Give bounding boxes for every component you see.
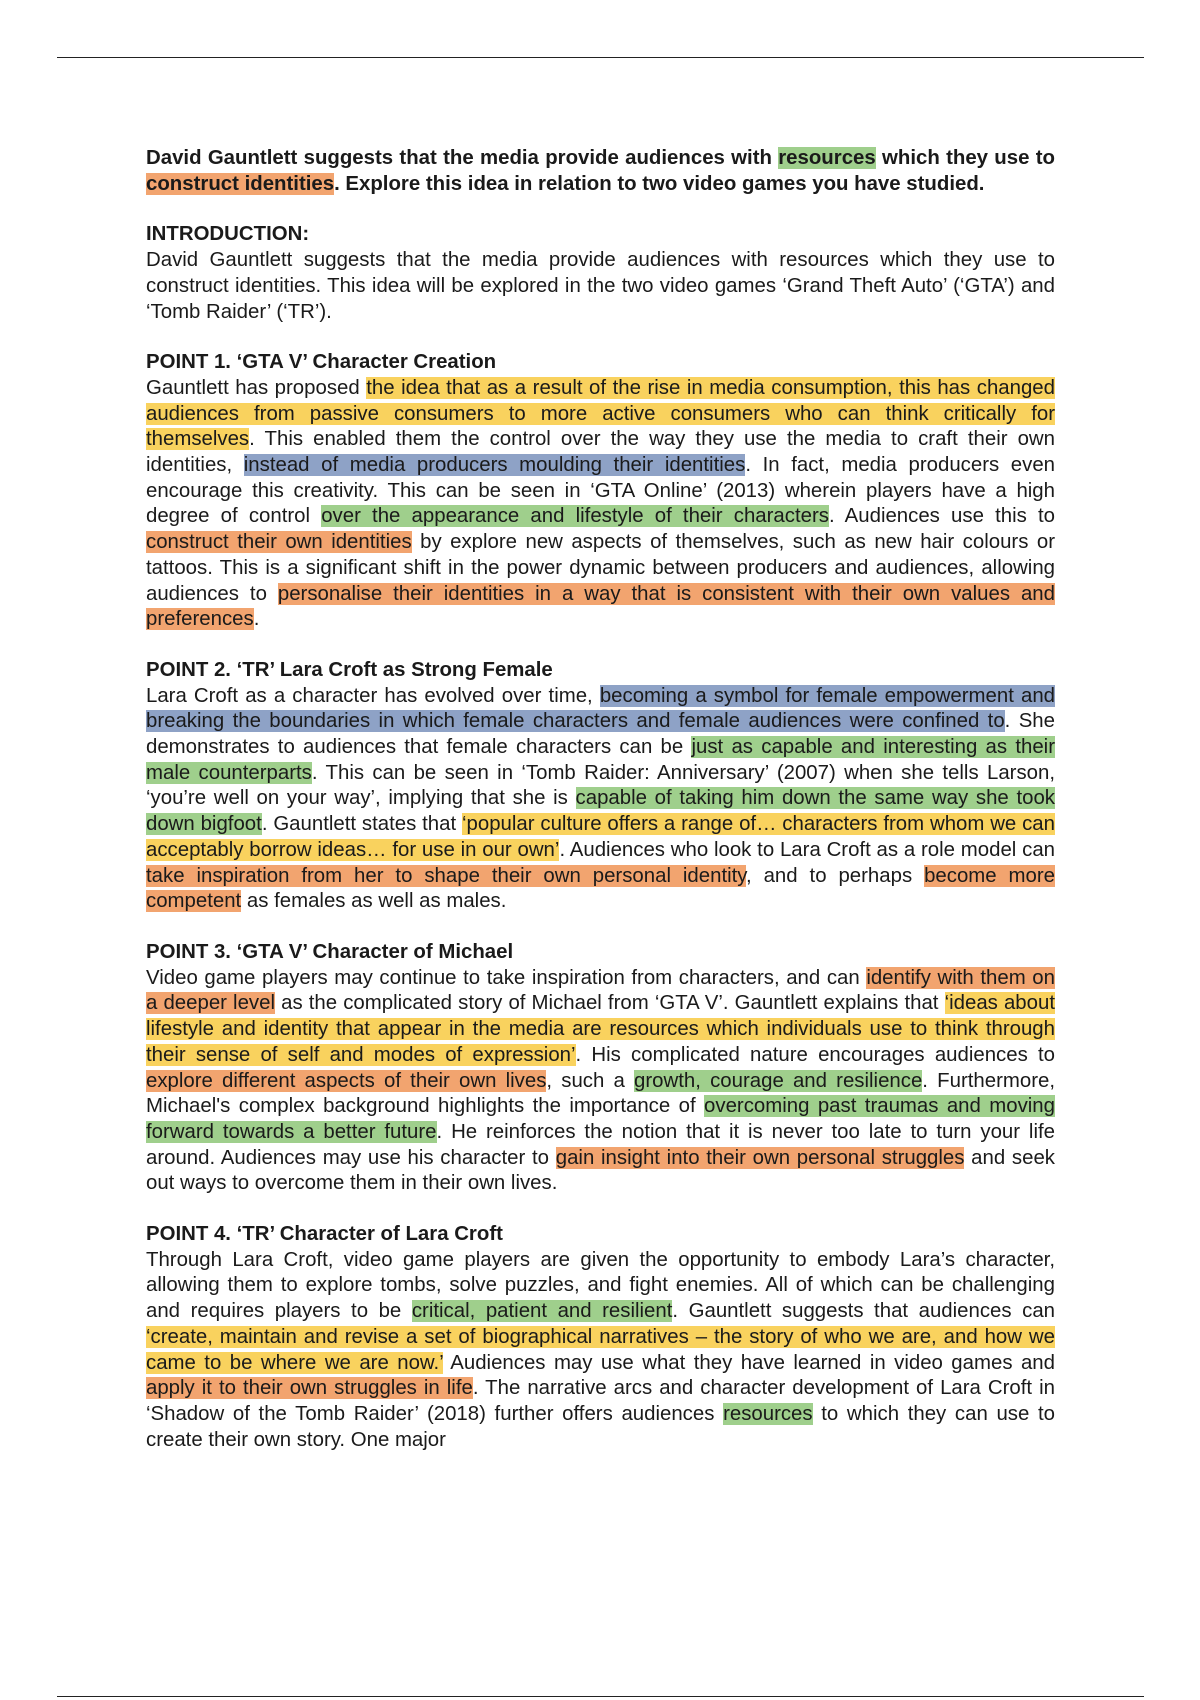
section-point-2 (146, 658, 1055, 915)
section-body: Video game players may continue to take inspiration from characters, and can identify with them on a deeper level as the complicated story of Michael from ‘GTA V’. Gauntlett explains that ‘ideas about lifestyle and identity that appear in the media are resources which individuals use to think through their sense of self and modes of expression’. His complicated nature encourages audiences to explore different aspects of their own lives, such a growth, courage and resilience. Furthermore, Michael's complex background highlights the importance of overcoming past traumas and moving forward towards a better future. He reinforces the notion that it is never too late to turn your life around. Audiences may use his character to gain insight into their own personal struggles and seek out ways to overcome them in their own lives. (146, 966, 1055, 1195)
section-introduction (146, 222, 1055, 325)
highlight-yellow: ‘popular culture offers a range of… characters from whom we can acceptably borrow ideas… for use in our own’ (146, 813, 1055, 861)
highlight-orange: identify with them on a deeper level (146, 966, 1055, 1015)
highlight-yellow: the idea that as a result of the rise in media consumption, this has changed audiences from passive consumers to more active consumers who can think critically for themselves (146, 376, 1055, 451)
top-rule (57, 57, 1144, 58)
highlight-orange: become more competent (146, 864, 1055, 913)
highlight-orange: personalise their identities in a way that is consistent with their own values and preferences (146, 582, 1055, 631)
highlight-blue: instead of media producers moulding their identities (243, 454, 746, 477)
highlight-orange: construct identities (146, 172, 335, 195)
highlight-green: capable of taking him down the same way she took down bigfoot (146, 787, 1055, 836)
highlight-green: critical, patient and resilient (411, 1300, 673, 1323)
highlight-green: overcoming past traumas and moving forward towards a better future (146, 1095, 1055, 1143)
highlight-green: growth, courage and resilience (634, 1069, 923, 1092)
highlight-orange: gain insight into their own personal struggles (555, 1146, 965, 1169)
highlight-blue: becoming a symbol for female empowerment and breaking the boundaries in which female characters and female audiences were confined to (146, 684, 1056, 733)
section-body: Gauntlett has proposed the idea that as a result of the rise in media consumption, this has changed audiences from passive consumers to more active consumers who can think critically for themselves. This enabled them the control over the way they use the media to craft their own identities, instead of media producers moulding their identities. In fact, media producers even encourage this creativity. This can be seen in ‘GTA Online’ (2013) wherein players have a high degree of control over the appearance and lifestyle of their characters. Audiences use this to construct their own identities by explore new aspects of themselves, such as new hair colours or tattoos. This is a significant shift in the power dynamic between producers and audiences, allowing audiences to personalise their identities in a way that is consistent with their own values and preferences. (146, 376, 1056, 631)
highlight-green: just as capable and interesting as their male counterparts (146, 736, 1055, 784)
section-heading: INTRODUCTION: (146, 223, 310, 246)
section-heading: POINT 1. ‘GTA V’ Character Creation (146, 351, 497, 374)
section-heading: POINT 2. ‘TR’ Lara Croft as Strong Female (146, 658, 553, 681)
highlight-orange: take inspiration from her to shape their own personal identity (146, 864, 746, 887)
section-heading: POINT 3. ‘GTA V’ Character of Michael (146, 940, 514, 963)
highlight-orange: construct their own identities (146, 531, 412, 554)
highlight-yellow: ‘create, maintain and revise a set of biographical narratives – the story of who we are, and how we came to be where we are now.’ (146, 1325, 1055, 1374)
section-body: David Gauntlett suggests that the media provide audiences with resources which they use to construct identities. This idea will be explored in the two video games ‘Grand Theft Auto’ (‘GTA’) and ‘Tomb Raider’ (‘TR’). (146, 249, 1055, 323)
highlight-green: resources (723, 1402, 813, 1425)
section-body: Through Lara Croft, video game players are given the opportunity to embody Lara’s character, allowing them to explore tombs, solve puzzles, and fight enemies. All of which can be challenging and requires players to be critical, patient and resilient. Gauntlett suggests that audiences can ‘create, maintain and revise a set of biographical narratives – the story of who we are, and how we came to be where we are now.’ Audiences may use what they have learned in video games and apply it to their own struggles in life. The narrative arcs and character development of Lara Croft in ‘Shadow of the Tomb Raider’ (2018) further offers audiences resources to which they can use to create their own story. One major (146, 1248, 1055, 1451)
highlight-orange: explore different aspects of their own lives (146, 1069, 547, 1092)
essay-question: David Gauntlett suggests that the media provide audiences with resources which they use to construct identities. Explore this idea in relation to two video games you have studied. (146, 147, 1055, 195)
section-body: Lara Croft as a character has evolved over time, becoming a symbol for female empowerment and breaking the boundaries in which female characters and female audiences were confined to. She demonstrates to audiences that female characters can be just as capable and interesting as their male counterparts. This can be seen in ‘Tomb Raider: Anniversary’ (2007) when she tells Larson, ‘you’re well on your way’, implying that she is capable of taking him down the same way she took down bigfoot. Gauntlett states that ‘popular culture offers a range of… characters from whom we can acceptably borrow ideas… for use in our own’. Audiences who look to Lara Croft as a role model can take inspiration from her to shape their own personal identity, and to perhaps become more competent as females as well as males. (146, 684, 1056, 913)
section-point-3 (146, 940, 1055, 1197)
bottom-rule (57, 1696, 1144, 1697)
highlight-orange: apply it to their own struggles in life (146, 1377, 473, 1400)
section-point-4 (146, 1222, 1055, 1453)
essay-content (146, 146, 1055, 1453)
highlight-yellow: ‘ideas about lifestyle and identity that appear in the media are resources which individuals use to think through their sense of self and modes of expression’ (146, 992, 1055, 1066)
section-point-1 (146, 350, 1055, 633)
highlight-green: over the appearance and lifestyle of their characters (321, 505, 829, 528)
highlight-green: resources (778, 147, 876, 169)
section-heading: POINT 4. ‘TR’ Character of Lara Croft (146, 1223, 503, 1246)
